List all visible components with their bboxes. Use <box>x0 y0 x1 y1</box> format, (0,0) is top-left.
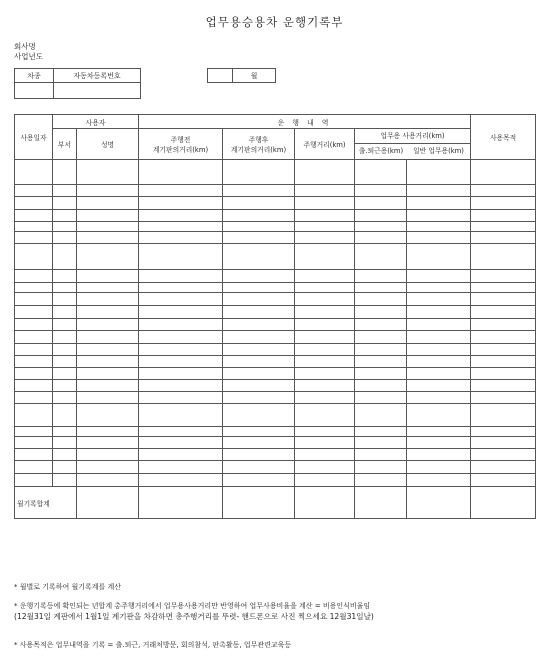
log-cell[interactable] <box>139 368 223 380</box>
log-cell[interactable] <box>139 380 223 392</box>
log-cell[interactable] <box>15 185 53 197</box>
log-cell[interactable] <box>471 160 536 185</box>
log-cell[interactable] <box>471 461 536 474</box>
log-cell[interactable] <box>15 210 53 222</box>
table-row <box>15 427 536 437</box>
log-cell[interactable] <box>15 270 53 283</box>
log-cell[interactable] <box>355 185 407 197</box>
log-cell[interactable] <box>471 283 536 293</box>
log-cell[interactable] <box>139 474 223 487</box>
log-cell[interactable] <box>471 222 536 232</box>
log-cell[interactable] <box>15 293 53 306</box>
log-cell[interactable] <box>471 270 536 283</box>
table-row <box>15 283 536 293</box>
log-cell[interactable] <box>139 449 223 461</box>
log-cell[interactable] <box>77 437 139 449</box>
log-cell[interactable] <box>139 319 223 331</box>
log-cell[interactable] <box>355 222 407 232</box>
log-cell[interactable] <box>15 461 53 474</box>
log-cell[interactable] <box>15 392 53 404</box>
log-cell[interactable] <box>407 344 471 356</box>
log-cell[interactable] <box>77 283 139 293</box>
log-cell[interactable] <box>407 449 471 461</box>
log-cell[interactable] <box>355 210 407 222</box>
log-cell[interactable] <box>355 232 407 244</box>
log-cell[interactable] <box>223 222 295 232</box>
total-cell[interactable] <box>355 487 407 519</box>
log-cell[interactable] <box>223 319 295 331</box>
log-cell[interactable] <box>139 185 223 197</box>
table-row <box>15 344 536 356</box>
before-drive-label: 주행전 <box>170 136 191 144</box>
log-cell[interactable] <box>223 474 295 487</box>
log-cell[interactable] <box>77 449 139 461</box>
log-cell[interactable] <box>295 461 355 474</box>
log-cell[interactable] <box>407 270 471 283</box>
log-cell[interactable] <box>15 197 53 210</box>
log-cell[interactable] <box>139 392 223 404</box>
log-cell[interactable] <box>77 344 139 356</box>
log-cell[interactable] <box>355 283 407 293</box>
log-cell[interactable] <box>223 197 295 210</box>
business-use-label: 업무용 사용거리(km) <box>355 129 470 144</box>
log-cell[interactable] <box>139 283 223 293</box>
log-cell[interactable] <box>77 368 139 380</box>
car-type-value[interactable] <box>15 83 54 99</box>
log-cell[interactable] <box>77 222 139 232</box>
note-4: * 사용목적은 업무내역을 기록 = 출.퇴근, 거래처방문, 회의참석, 판촉활동, 업무관련교육등 <box>14 641 292 649</box>
log-cell[interactable] <box>295 222 355 232</box>
log-cell[interactable] <box>355 380 407 392</box>
log-cell[interactable] <box>407 437 471 449</box>
table-row <box>15 437 536 449</box>
table-row <box>15 319 536 331</box>
log-cell[interactable] <box>471 356 536 368</box>
log-cell[interactable] <box>15 232 53 244</box>
log-cell[interactable] <box>53 461 77 474</box>
log-cell[interactable] <box>53 344 77 356</box>
log-cell[interactable] <box>53 197 77 210</box>
table-row <box>15 380 536 392</box>
log-cell[interactable] <box>223 210 295 222</box>
log-cell[interactable] <box>15 427 53 437</box>
log-cell[interactable] <box>223 331 295 344</box>
log-cell[interactable] <box>407 197 471 210</box>
log-cell[interactable] <box>471 232 536 244</box>
log-cell[interactable] <box>407 380 471 392</box>
log-cell[interactable] <box>77 427 139 437</box>
log-cell[interactable] <box>15 283 53 293</box>
total-cell[interactable] <box>139 487 223 519</box>
log-cell[interactable] <box>471 306 536 319</box>
log-cell[interactable] <box>15 474 53 487</box>
log-cell[interactable] <box>77 210 139 222</box>
log-cell[interactable] <box>295 306 355 319</box>
log-cell[interactable] <box>53 427 77 437</box>
log-cell[interactable] <box>53 404 77 427</box>
log-cell[interactable] <box>295 185 355 197</box>
log-cell[interactable] <box>53 449 77 461</box>
log-cell[interactable] <box>53 368 77 380</box>
log-cell[interactable] <box>355 306 407 319</box>
log-cell[interactable] <box>295 197 355 210</box>
car-info-table <box>14 68 141 99</box>
log-cell[interactable] <box>223 344 295 356</box>
log-cell[interactable] <box>139 331 223 344</box>
log-cell[interactable] <box>139 270 223 283</box>
log-cell[interactable] <box>223 437 295 449</box>
log-cell[interactable] <box>471 368 536 380</box>
log-cell[interactable] <box>77 331 139 344</box>
monthly-total-label: 월기록합계 <box>15 487 77 519</box>
table-row <box>15 232 536 244</box>
log-cell[interactable] <box>53 331 77 344</box>
log-cell[interactable] <box>471 392 536 404</box>
log-cell[interactable] <box>407 293 471 306</box>
log-cell[interactable] <box>77 160 139 185</box>
log-cell[interactable] <box>77 319 139 331</box>
log-cell[interactable] <box>15 244 53 270</box>
log-cell[interactable] <box>53 185 77 197</box>
purpose-header: 사용목적 <box>471 115 536 160</box>
log-cell[interactable] <box>471 185 536 197</box>
log-cell[interactable] <box>355 392 407 404</box>
log-cell[interactable] <box>295 344 355 356</box>
log-cell[interactable] <box>15 306 53 319</box>
log-cell[interactable] <box>139 244 223 270</box>
dept-header: 부서 <box>53 129 77 160</box>
log-cell[interactable] <box>471 293 536 306</box>
log-cell[interactable] <box>15 380 53 392</box>
log-cell[interactable] <box>295 283 355 293</box>
log-cell[interactable] <box>407 331 471 344</box>
log-cell[interactable] <box>77 293 139 306</box>
log-cell[interactable] <box>355 160 407 185</box>
log-cell[interactable] <box>15 160 53 185</box>
log-cell[interactable] <box>471 244 536 270</box>
log-cell[interactable] <box>53 244 77 270</box>
table-row <box>15 185 536 197</box>
log-cell[interactable] <box>139 344 223 356</box>
log-cell[interactable] <box>223 380 295 392</box>
log-cell[interactable] <box>139 437 223 449</box>
table-row <box>15 160 536 185</box>
log-cell[interactable] <box>355 461 407 474</box>
log-cell[interactable] <box>407 283 471 293</box>
log-cell[interactable] <box>15 344 53 356</box>
log-cell[interactable] <box>295 293 355 306</box>
log-cell[interactable] <box>471 344 536 356</box>
log-cell[interactable] <box>53 380 77 392</box>
log-cell[interactable] <box>53 222 77 232</box>
log-cell[interactable] <box>139 210 223 222</box>
log-cell[interactable] <box>355 449 407 461</box>
log-cell[interactable] <box>471 210 536 222</box>
log-cell[interactable] <box>355 197 407 210</box>
log-cell[interactable] <box>15 331 53 344</box>
log-cell[interactable] <box>223 392 295 404</box>
log-cell[interactable] <box>77 306 139 319</box>
log-cell[interactable] <box>53 437 77 449</box>
total-cell[interactable] <box>471 487 536 519</box>
log-cell[interactable] <box>53 232 77 244</box>
log-cell[interactable] <box>223 427 295 437</box>
log-cell[interactable] <box>407 392 471 404</box>
log-cell[interactable] <box>223 449 295 461</box>
log-cell[interactable] <box>295 437 355 449</box>
log-cell[interactable] <box>223 368 295 380</box>
car-reg-no-label: 자동차등록번호 <box>54 69 141 83</box>
log-cell[interactable] <box>77 232 139 244</box>
commute-label: 출.퇴근용(km) <box>358 147 404 155</box>
log-cell[interactable] <box>355 474 407 487</box>
log-cell[interactable] <box>295 356 355 368</box>
drive-details-header: 운 행 내 역 <box>139 115 471 129</box>
table-row <box>15 331 536 344</box>
log-cell[interactable] <box>471 319 536 331</box>
distance-header: 주행거리(km) <box>295 129 355 160</box>
log-cell[interactable] <box>295 427 355 437</box>
total-cell[interactable] <box>223 487 295 519</box>
name-header: 성명 <box>77 129 139 160</box>
log-cell[interactable] <box>53 474 77 487</box>
log-cell[interactable] <box>355 244 407 270</box>
log-cell[interactable] <box>407 306 471 319</box>
log-cell[interactable] <box>223 461 295 474</box>
log-cell[interactable] <box>355 344 407 356</box>
table-row <box>15 368 536 380</box>
log-cell[interactable] <box>295 449 355 461</box>
date-header: 사용일자 <box>15 115 53 160</box>
car-reg-no-value[interactable] <box>54 83 141 99</box>
log-cell[interactable] <box>355 319 407 331</box>
log-cell[interactable] <box>139 232 223 244</box>
log-cell[interactable] <box>77 270 139 283</box>
log-cell[interactable] <box>53 356 77 368</box>
log-cell[interactable] <box>407 474 471 487</box>
log-cell[interactable] <box>77 404 139 427</box>
log-cell[interactable] <box>295 210 355 222</box>
table-row <box>15 244 536 270</box>
table-row <box>15 270 536 283</box>
log-cell[interactable] <box>223 356 295 368</box>
table-row <box>15 306 536 319</box>
log-cell[interactable] <box>139 427 223 437</box>
log-cell[interactable] <box>355 331 407 344</box>
log-cell[interactable] <box>407 356 471 368</box>
log-cell[interactable] <box>77 244 139 270</box>
log-cell[interactable] <box>77 392 139 404</box>
log-cell[interactable] <box>77 474 139 487</box>
log-cell[interactable] <box>471 474 536 487</box>
month-value[interactable] <box>208 69 233 83</box>
log-cell[interactable] <box>139 197 223 210</box>
log-cell[interactable] <box>223 244 295 270</box>
log-cell[interactable] <box>407 319 471 331</box>
log-cell[interactable] <box>77 197 139 210</box>
log-cell[interactable] <box>15 356 53 368</box>
after-drive-header <box>223 129 295 160</box>
note-2: * 운행기록등에 확인되는 년합계 총주행거리에서 업무용사용거리만 반영하여 업무사용비율을 계산 = 비용인식비율임 <box>14 602 371 610</box>
table-row <box>15 449 536 461</box>
log-cell[interactable] <box>139 293 223 306</box>
log-cell[interactable] <box>53 293 77 306</box>
log-cell[interactable] <box>355 270 407 283</box>
log-cell[interactable] <box>139 461 223 474</box>
table-row <box>15 461 536 474</box>
log-cell[interactable] <box>407 232 471 244</box>
page-title: 업무용승용차 운행기록부 <box>205 15 344 29</box>
log-cell[interactable] <box>471 404 536 427</box>
log-cell[interactable] <box>407 461 471 474</box>
log-cell[interactable] <box>53 283 77 293</box>
log-cell[interactable] <box>77 380 139 392</box>
log-cell[interactable] <box>471 331 536 344</box>
log-cell[interactable] <box>139 222 223 232</box>
log-cell[interactable] <box>295 232 355 244</box>
log-cell[interactable] <box>77 185 139 197</box>
log-cell[interactable] <box>77 356 139 368</box>
log-cell[interactable] <box>355 427 407 437</box>
log-cell[interactable] <box>355 437 407 449</box>
log-cell[interactable] <box>295 160 355 185</box>
log-cell[interactable] <box>407 427 471 437</box>
log-cell[interactable] <box>53 160 77 185</box>
log-cell[interactable] <box>223 160 295 185</box>
log-cell[interactable] <box>53 319 77 331</box>
log-cell[interactable] <box>355 368 407 380</box>
log-cell[interactable] <box>223 283 295 293</box>
log-cell[interactable] <box>15 368 53 380</box>
log-cell[interactable] <box>407 185 471 197</box>
log-cell[interactable] <box>471 380 536 392</box>
log-cell[interactable] <box>53 210 77 222</box>
log-cell[interactable] <box>355 404 407 427</box>
log-cell[interactable] <box>295 368 355 380</box>
month-table <box>207 68 276 83</box>
log-cell[interactable] <box>471 427 536 437</box>
driving-log-table <box>14 114 536 519</box>
note-3: (12월31일 계판에서 1월1일 계기판을 차감하면 총주행거리를 뚜렷- 핸드폰으로 사진 찍으세요 12월31일날) <box>14 612 374 621</box>
log-cell[interactable] <box>407 210 471 222</box>
month-label: 월 <box>233 69 276 83</box>
table-row <box>15 392 536 404</box>
log-cell[interactable] <box>407 222 471 232</box>
log-cell[interactable] <box>295 331 355 344</box>
table-row <box>15 356 536 368</box>
total-cell[interactable] <box>295 487 355 519</box>
log-cell[interactable] <box>295 474 355 487</box>
log-cell[interactable] <box>295 319 355 331</box>
log-cell[interactable] <box>223 232 295 244</box>
log-cell[interactable] <box>139 356 223 368</box>
log-cell[interactable] <box>223 270 295 283</box>
log-cell[interactable] <box>355 293 407 306</box>
total-cell[interactable] <box>77 487 139 519</box>
log-cell[interactable] <box>223 306 295 319</box>
after-drive-label: 주행후 <box>248 136 269 144</box>
after-odometer-label: 계기판의거리(km) <box>230 146 287 154</box>
log-cell[interactable] <box>53 270 77 283</box>
table-row <box>15 293 536 306</box>
log-cell[interactable] <box>295 270 355 283</box>
business-use-header <box>355 129 471 160</box>
log-cell[interactable] <box>471 197 536 210</box>
log-rows <box>15 160 536 487</box>
log-cell[interactable] <box>223 185 295 197</box>
table-row <box>15 197 536 210</box>
log-cell[interactable] <box>15 319 53 331</box>
log-cell[interactable] <box>139 160 223 185</box>
note-1: * 월별로 기록하여 월기록계를 계산 <box>14 583 122 591</box>
before-drive-header <box>139 129 223 160</box>
log-cell[interactable] <box>77 461 139 474</box>
table-row <box>15 474 536 487</box>
log-cell[interactable] <box>139 404 223 427</box>
log-cell[interactable] <box>471 449 536 461</box>
car-type-label: 차종 <box>15 69 54 83</box>
log-cell[interactable] <box>223 404 295 427</box>
log-cell[interactable] <box>53 306 77 319</box>
log-cell[interactable] <box>15 437 53 449</box>
log-cell[interactable] <box>223 293 295 306</box>
user-header: 사용자 <box>53 115 139 129</box>
log-cell[interactable] <box>355 356 407 368</box>
business-year-label: 사업년도 <box>14 52 43 61</box>
log-cell[interactable] <box>15 404 53 427</box>
before-odometer-label: 계기판의거리(km) <box>152 146 209 154</box>
log-cell[interactable] <box>407 368 471 380</box>
total-cell[interactable] <box>407 487 471 519</box>
general-business-label: 일반 업무용(km) <box>413 147 464 155</box>
log-cell[interactable] <box>295 380 355 392</box>
log-cell[interactable] <box>407 404 471 427</box>
log-cell[interactable] <box>139 306 223 319</box>
log-cell[interactable] <box>407 244 471 270</box>
table-row <box>15 222 536 232</box>
log-cell[interactable] <box>295 392 355 404</box>
log-cell[interactable] <box>15 449 53 461</box>
log-cell[interactable] <box>53 392 77 404</box>
log-cell[interactable] <box>471 437 536 449</box>
log-cell[interactable] <box>407 160 471 185</box>
table-row <box>15 404 536 427</box>
company-label: 회사명 <box>14 42 36 51</box>
table-row <box>15 210 536 222</box>
log-cell[interactable] <box>295 404 355 427</box>
log-cell[interactable] <box>15 222 53 232</box>
log-cell[interactable] <box>295 244 355 270</box>
